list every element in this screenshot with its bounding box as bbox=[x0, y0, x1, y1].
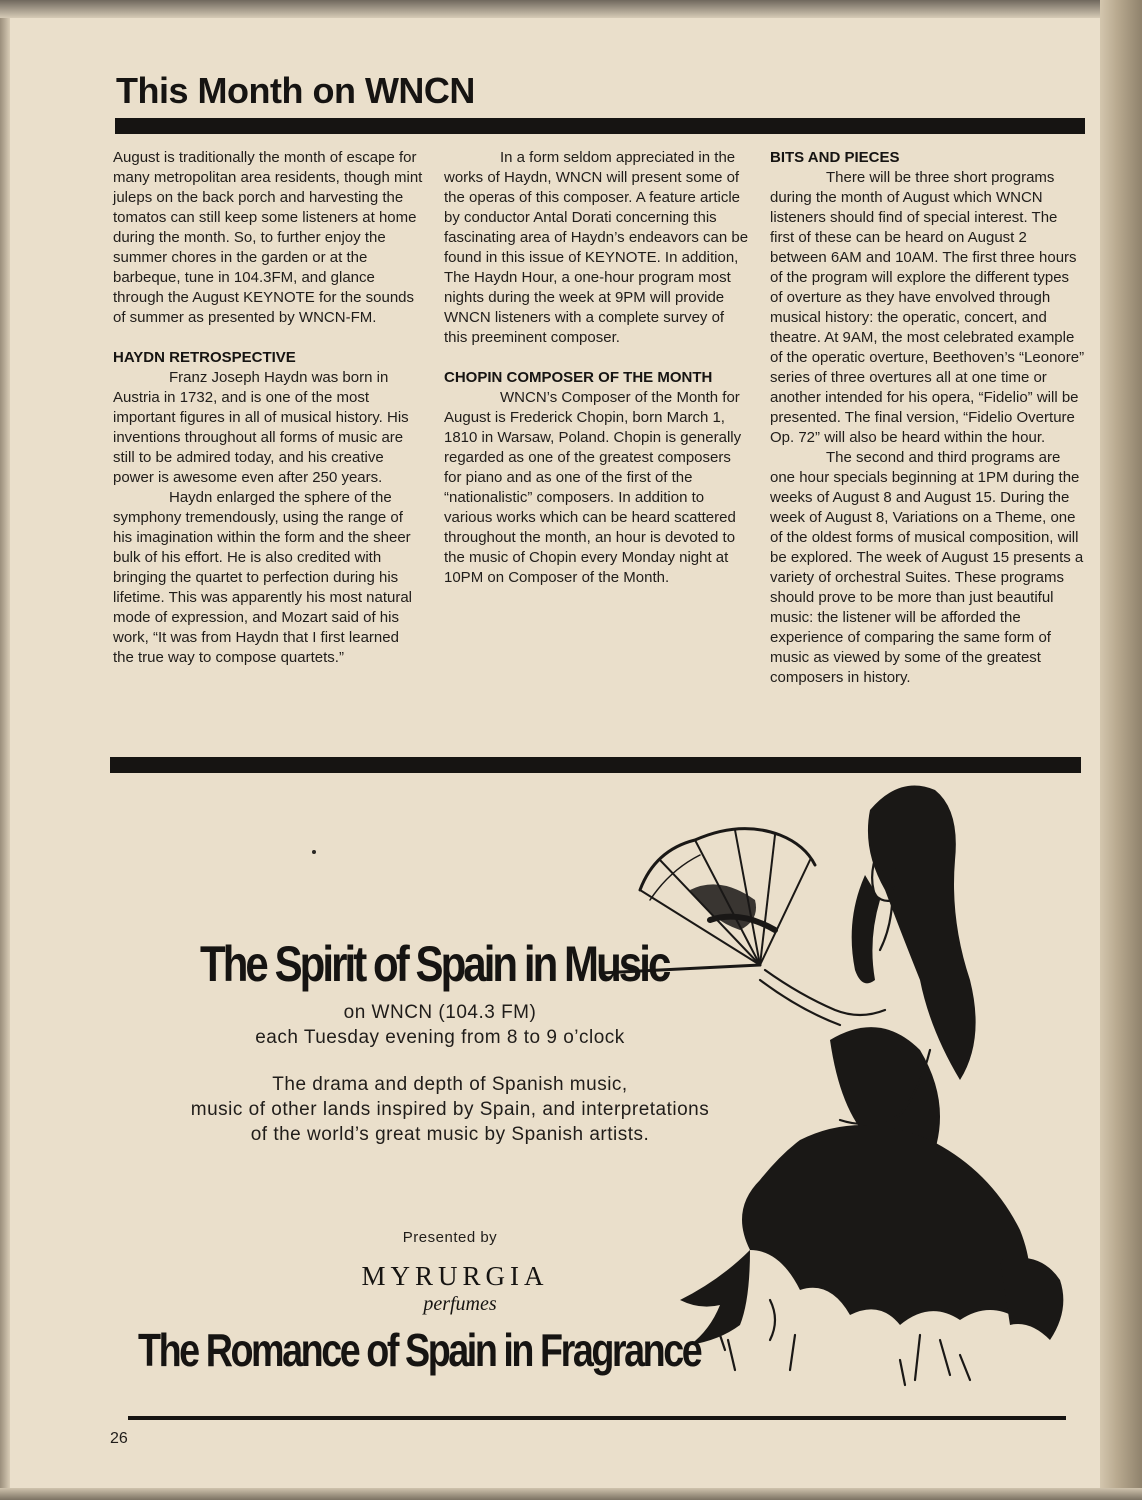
page-title: This Month on WNCN bbox=[116, 70, 475, 111]
middle-divider bbox=[110, 757, 1081, 773]
page-top-edge bbox=[0, 0, 1142, 18]
ink-speck bbox=[312, 850, 316, 854]
column-1 bbox=[113, 148, 423, 668]
sponsor-logo: MYRURGIA bbox=[361, 1261, 549, 1291]
chopin-heading: CHOPIN COMPOSER OF THE MONTH bbox=[444, 369, 713, 386]
ad-presented-by: Presented by bbox=[402, 1229, 498, 1246]
ad-headline: The Spirit of Spain in Music bbox=[200, 936, 669, 992]
chopin-paragraph: WNCN’s Composer of the Month for August is Frederick Chopin, born March 1, 1810 in Warsaw, Poland. Chopin is generally regarded as one of the greatest composers for piano and as one of the first of the “nationalistic” composers. In addition to various works which can be heard scattered throughout the month, an hour is devoted to the music of Chopin every Monday night at 10PM on Composer of the Month. bbox=[444, 389, 742, 586]
sponsor-logo-script: perfumes bbox=[423, 1293, 497, 1315]
ad-schedule: each Tuesday evening from 8 to 9 o’clock bbox=[255, 1027, 625, 1048]
top-divider bbox=[115, 118, 1085, 134]
haydn-paragraph-1: Franz Joseph Haydn was born in Austria in 1732, and is one of the most important figures in all of musical history. His inventions throughout all forms of music are still to be admired today, and his creative power is awesome even after 250 years. bbox=[113, 369, 409, 486]
haydn-operas-paragraph: In a form seldom appreciated in the works of Haydn, WNCN will present some of the operas of this composer. A feature article by conductor Antal Dorati concerning this fascinating area of Haydn’s endeavors can be found in this issue of KEYNOTE. In addition, The Haydn Hour, a one-hour program most nights during the week at 9PM will provide WNCN listeners with a complete survey of this preeminent composer. bbox=[444, 149, 749, 346]
bits-heading: BITS AND PIECES bbox=[770, 149, 900, 166]
ad-station: on WNCN (104.3 FM) bbox=[343, 1002, 537, 1023]
column-3 bbox=[770, 148, 1085, 688]
page-right-edge bbox=[1100, 0, 1142, 1500]
ad-description-line: music of other lands inspired by Spain, and interpretations bbox=[190, 1099, 710, 1120]
column-2 bbox=[444, 148, 749, 588]
bits-paragraph-1: There will be three short programs during the month of August which WNCN listeners should find of special interest. The first of these can be heard on August 2 between 6AM and 10AM. The first three hours of the program will explore the different types of overture as they have envolved through musical history: the operatic, concert, and theatre. At 9AM, the most celebrated example of the operatic overture, Beethoven’s “Leonore” series of three overtures all at one time or another intended for his opera, “Fidelio” will be presented. The final version, “Fidelio Overture Op. 72” will also be heard within the hour. bbox=[770, 169, 1085, 446]
ad-description-line: of the world’s great music by Spanish artists. bbox=[250, 1124, 650, 1145]
page-bottom-edge bbox=[0, 1488, 1142, 1500]
intro-paragraph: August is traditionally the month of escape for many metropolitan area residents, though mint juleps on the back porch and harvesting the tomatos can still keep some listeners at home during the month. So, to further enjoy the summer chores in the garden or at the barbeque, tune in 104.3FM, and glance through the August KEYNOTE for the sounds of summer as presented by WNCN-FM. bbox=[113, 149, 423, 326]
bottom-divider bbox=[128, 1416, 1066, 1420]
ad-tagline: The Romance of Spain in Fragrance bbox=[138, 1324, 701, 1376]
page-binding-edge bbox=[0, 0, 10, 1500]
haydn-paragraph-2: Haydn enlarged the sphere of the symphony tremendously, using the range of his imagination within the form and the sheer bulk of his effort. He is also credited with bringing the quartet to perfection during his lifetime. This was apparently his most natural mode of expression, and Mozart said of his work, “It was from Haydn that I first learned the true way to compose quartets.” bbox=[113, 489, 413, 666]
ad-description-line: The drama and depth of Spanish music, bbox=[272, 1074, 628, 1095]
haydn-heading: HAYDN RETROSPECTIVE bbox=[113, 349, 296, 366]
bits-paragraph-2: The second and third programs are one hour specials beginning at 1PM during the weeks of August 8 and August 15. During the week of August 8, Variations on a Theme, one of the oldest forms of musical composition, will be explored. The week of August 15 presents a variety of orchestral Suites. These programs should prove to be more than just beautiful music: the listener will be afforded the experience of comparing the same form of music as viewed by some of the greatest composers in history. bbox=[770, 449, 1084, 686]
page-number: 26 bbox=[110, 1430, 128, 1447]
